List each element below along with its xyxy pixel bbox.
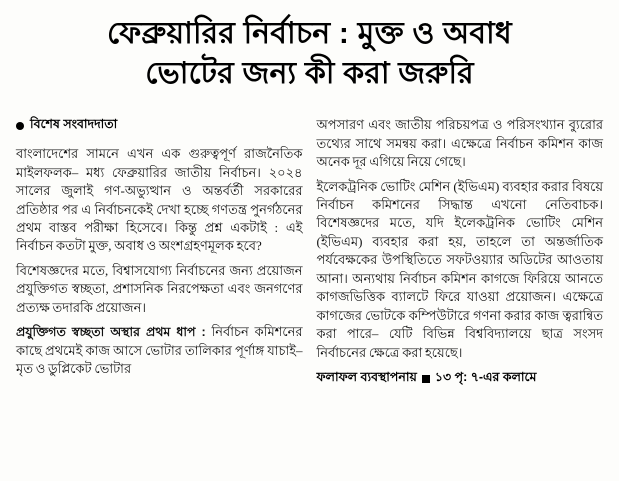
jumpline xyxy=(317,369,604,389)
right-paragraph-2: ইলেকট্রনিক ভোটিং মেশিন (ইভিএম) ব্যবহার করার বিষয়ে নির্বাচন কমিশনের সিদ্ধান্ত এখনো নেতিবাচক। বিশেষজ্ঞদের মতে, যদি ইলেকট্রনিক ভোটিং মেশিন (ইভিএম) ব্যবহার করা হয়, তাহলে তা অন্তর্জাতিক পর্যবেক্ষকের উপস্থিতিতে সফটওয়্যার অডিটের আওতায় আনা। অন্যথায় নির্বাচন কমিশন কাগজে ফিরিয়ে আনতে কাগজভিত্তিক ব্যালটে ফিরে যাওয়া প্রয়োজন। এক্ষেত্রে কাগজের ভোটকে কম্পিউটারে গণনা করার কাজ ত্বরান্বিত করা পারে– যেটি বিভিন্ন বিশ্ববিদ্যালয়ে ছাত্র সংসদ নির্বাচনের ক্ষেত্রে করা হয়েছে। xyxy=(316,178,603,360)
bullet-dot-icon xyxy=(16,122,24,130)
left-paragraph-3 xyxy=(16,323,303,379)
byline-label: বিশেষ সংবাদদাতা xyxy=(30,117,118,132)
article-body xyxy=(16,116,603,389)
jumpline-label: ফলাফল ব্যবস্থাপনায় xyxy=(316,370,417,385)
left-paragraph-2: বিশেষজ্ঞদের মতে, বিশ্বাসযোগ্য নির্বাচনের জন্য প্রয়োজন প্রযুক্তিগত স্বচ্ছতা, প্রশাসনিক নিরপেক্ষতা এবং জনগণের প্রত্যক্ষ তদারকি প্রয়োজন। xyxy=(16,262,303,315)
right-paragraph-1: অপসারণ এবং জাতীয় পরিচয়পত্র ও পরিসংখ্যান ব্যুরোর তথ্যের সাথে সমন্বয় করা। এক্ষেত্রে নির্বাচন কমিশন কাজ অনেক দূর এগিয়ে নিয়ে গেছে। xyxy=(316,117,603,170)
square-bullet-icon xyxy=(422,375,430,383)
page-title xyxy=(16,14,603,93)
jumpline-reference: ১৩ পৃ: ৭-এর কলামে xyxy=(434,370,537,385)
left-paragraph-1: বাংলাদেশের সামনে এখন এক গুরুত্বপূর্ণ রাজনৈতিক মাইলফলক– মধ্য ফেব্রুয়ারির জাতীয় নির্বাচন। ২০২৪ সালের জুলাই গণ-অভ্যুত্থান ও অন্তর্বর্তী সরকারের প্রতিষ্ঠার পর এ নির্বাচনকেই দেখা হচ্ছে গণতন্ত্র পুনর্গঠনের প্রথম বাস্তব পরীক্ষা হিসেবে। কিন্তু প্রশ্ন একটাই : এই নির্বাচন কতটা মুক্ত, অবাধ ও অংশগ্রহণমূলক হবে? xyxy=(16,146,303,254)
left-subhead-rest: নির্বাচন কমিশনের কাছে প্রথমেই কাজ আসে ভোটার তালিকার পূর্ণাঙ্গ যাচাই– মৃত ও ডুপ্লিকেট ভোটার xyxy=(16,324,303,377)
byline xyxy=(16,116,303,136)
left-subhead: প্রযুক্তিগত স্বচ্ছতা অস্থার প্রথম ধাপ : xyxy=(16,325,206,340)
left-column xyxy=(16,116,303,389)
headline-line-1: ফেব্রুয়ারির নির্বাচন : মুক্ত ও অবাধ xyxy=(107,17,512,50)
headline-line-2: ভোটের জন্য কী করা জরুরি xyxy=(145,56,474,90)
right-column xyxy=(317,116,604,389)
headline-divider xyxy=(16,103,603,104)
